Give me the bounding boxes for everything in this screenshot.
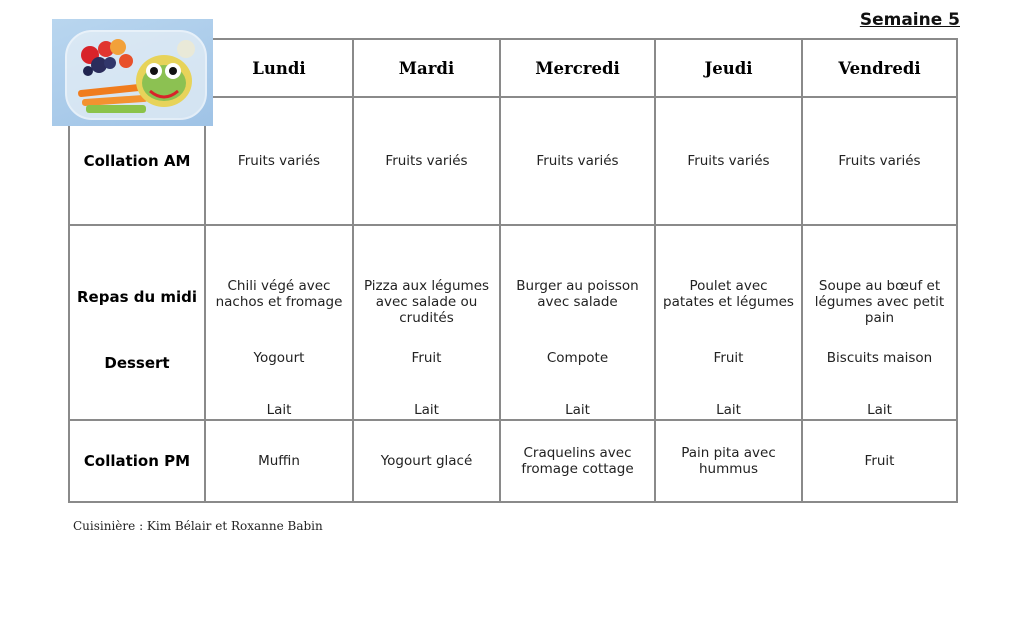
lunchbox-photo — [52, 19, 213, 126]
lunch-cell — [205, 225, 353, 420]
lunch-cell — [500, 225, 655, 420]
meal-text: Burger au poisson avec salade — [516, 278, 639, 310]
lunch-cell — [655, 225, 802, 420]
cook-credit: Cuisinière : Kim Bélair et Roxanne Babin — [73, 519, 323, 533]
dessert-text: Biscuits maison — [826, 350, 933, 366]
meal-text: Chili végé avec nachos et fromage — [215, 278, 343, 310]
dessert-text: Yogourt — [253, 350, 305, 366]
day-header: Jeudi — [655, 39, 802, 97]
menu-cell: Fruit — [802, 420, 957, 502]
menu-cell: Craquelins avec fromage cottage — [500, 420, 655, 502]
menu-cell: Yogourt glacé — [353, 420, 500, 502]
menu-cell: Fruits variés — [205, 97, 353, 225]
menu-cell: Fruits variés — [802, 97, 957, 225]
milk-text: Lait — [266, 402, 292, 418]
lunch-row — [69, 225, 957, 420]
menu-cell: Fruits variés — [500, 97, 655, 225]
collation-pm-row — [69, 420, 957, 502]
day-header: Mercredi — [500, 39, 655, 97]
day-header: Mardi — [353, 39, 500, 97]
milk-text: Lait — [716, 402, 741, 418]
row-label-lunch — [69, 225, 205, 420]
week-label: Semaine 5 — [859, 10, 960, 30]
milk-text: Lait — [867, 402, 892, 418]
lunch-cell — [802, 225, 957, 420]
day-header: Lundi — [205, 39, 353, 97]
milk-text: Lait — [414, 402, 439, 418]
lunch-cell — [353, 225, 500, 420]
meal-text: Soupe au bœuf et légumes avec petit pain — [814, 278, 945, 326]
row-label-collation-am: Collation AM — [69, 97, 205, 225]
dessert-text: Fruit — [713, 350, 744, 366]
row-label-repas: Repas du midi — [76, 288, 198, 306]
dessert-text: Fruit — [411, 350, 442, 366]
lunchbox-illustration — [52, 19, 213, 126]
menu-cell: Fruits variés — [353, 97, 500, 225]
menu-cell: Pain pita avec hummus — [655, 420, 802, 502]
menu-cell: Muffin — [205, 420, 353, 502]
row-label-dessert: Dessert — [104, 354, 170, 372]
row-label-collation-pm: Collation PM — [69, 420, 205, 502]
day-header: Vendredi — [802, 39, 957, 97]
meal-text: Pizza aux légumes avec salade ou crudités — [363, 278, 490, 326]
milk-text: Lait — [565, 402, 590, 418]
dessert-text: Compote — [546, 350, 609, 366]
menu-cell: Fruits variés — [655, 97, 802, 225]
meal-text: Poulet avec patates et légumes — [663, 278, 794, 310]
